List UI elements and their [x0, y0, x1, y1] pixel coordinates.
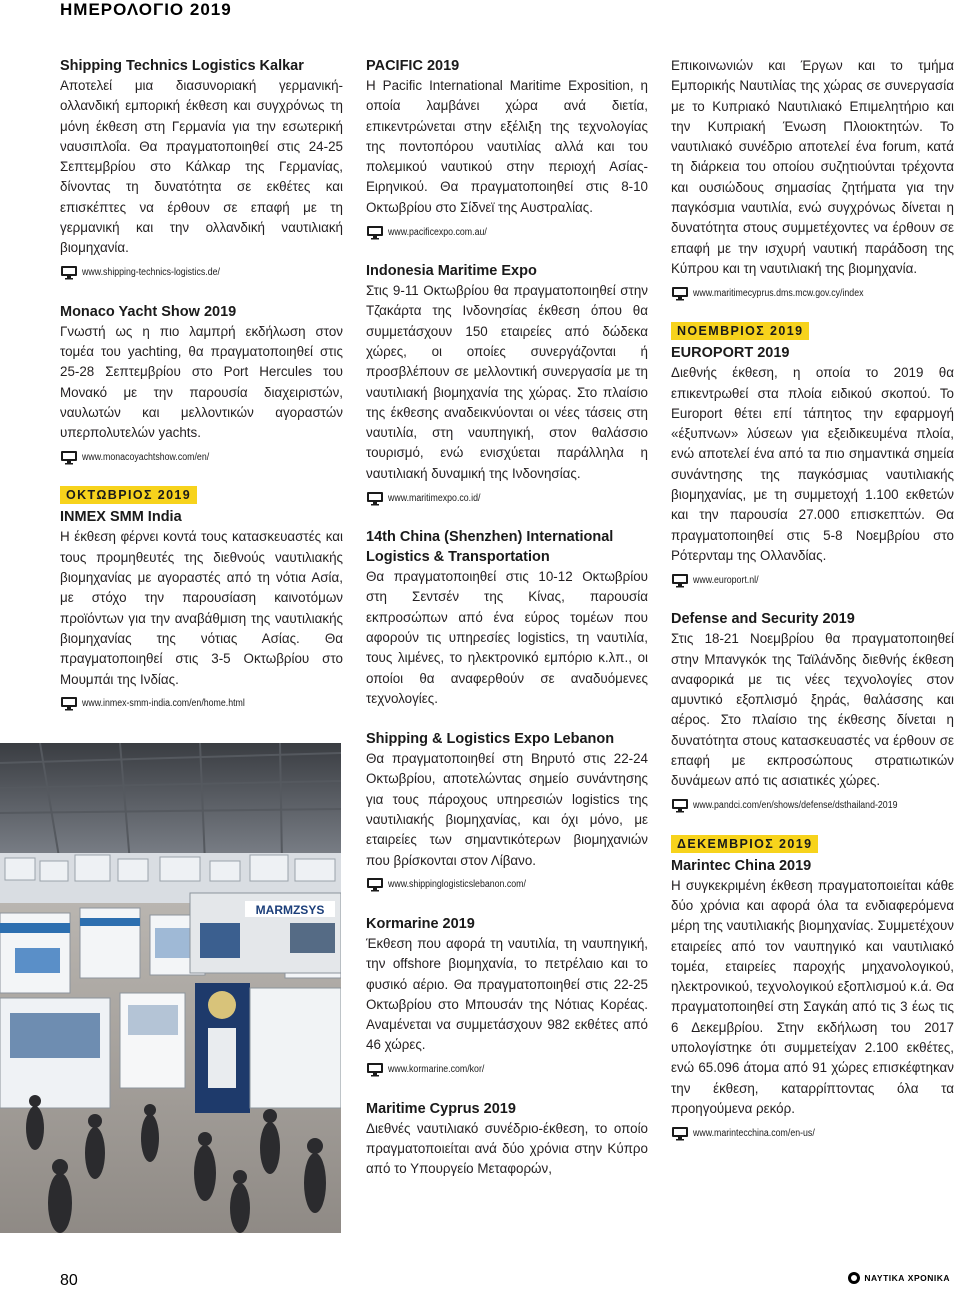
event-description: Αποτελεί μια διασυνοριακή γερμανική-ολλανδική εμπορική έκθεση και συγχρόνως τη μόνη έκθεση στη Γερμανία για την εσωτερική ναυσιπλοΐα. Θα πραγματοποιηθεί στις 24-25 Σεπτεμβρίου στο Κάλκαρ της Γερμανίας, δίνοντας τη δυνατότητα σε εκθέτες και επισκέπτες να έρθουν σε επαφή με τη γερμανική και την ολλανδική ναυτιλιακή βιομηχανία.: [60, 78, 343, 256]
column-3: [671, 56, 954, 1162]
event-description: Στις 9-11 Οκτωβρίου θα πραγματοποιηθεί στην Τζακάρτα της Ινδονησίας έκθεση όπου θα συμμετάσχουν 150 εταιρείες από δώδεκα χώρες, οι οποίες συνεργάζονται ή προσβλέπουν σε μελλοντική συνεργασία με τη ναυτιλιακή βιομηχανία της χώρας. Στο πλαίσιο της έκθεσης αναδεικνύονται οι νέες τάσεις στη ναυτιλία, στη ναυπηγική, στον θαλάσσιο τουρισμό, ενώ ενισχύεται παράλληλα η ναυτιλιακή δυναμική της Ινδονησίας.: [366, 283, 648, 481]
month-badge: ΔΕΚΕΜΒΡΙΟΣ 2019: [671, 835, 818, 853]
event-description: Η συγκεκριμένη έκθεση πραγματοποιείται κάθε δύο χρόνια και αφορά όλα τα ενδιαφερόμενα μέρη της ναυτιλιακής βιομηχανίας. Συμμετέχουν εταιρείες από τον ναυπηγικό και ναυτιλιακό τομέα, εταιρείες παροχής μηχανολογικού, ηλεκτρονικού, τεχνολογικού εξοπλισμού κ.ά. Θα πραγματοποιηθεί στη Σαγκάη από τις 3 έως τις 6 Δεκεμβρίου. Στην εκδήλωση του 2017 υπολογίστηκε ότι συμμετείχαν 2.100 εκθέτες, ενώ 65.096 άτομα από 91 χώρες επισκέφτηκαν την έκθεση, καταρρίπτοντας όλα τα προηγούμενα ρεκόρ.: [671, 877, 954, 1116]
event-title: Shipping & Logistics Expo Lebanon: [366, 731, 615, 748]
website-link[interactable]: [671, 1124, 954, 1142]
event-title: Monaco Yacht Show 2019: [60, 303, 237, 320]
monitor-icon: [366, 877, 384, 892]
website-link[interactable]: [366, 489, 648, 507]
monitor-icon: [366, 491, 384, 506]
event-entry: [671, 609, 954, 814]
monitor-icon: [671, 286, 689, 301]
monitor-icon: [60, 450, 78, 465]
event-entry: [366, 527, 648, 709]
event-entry: [60, 56, 343, 282]
event-title: Shipping Technics Logistics Kalkar: [60, 58, 304, 74]
event-title: Kormarine 2019: [366, 915, 475, 932]
event-entry: [671, 56, 954, 302]
monitor-icon: [60, 265, 78, 280]
website-url[interactable]: www.kormarine.com/kor/: [388, 1064, 485, 1076]
website-url[interactable]: www.shipping-technics-logistics.de/: [82, 267, 220, 279]
website-link[interactable]: [60, 695, 343, 713]
event-entry: [671, 322, 954, 589]
event-title: Marintec China 2019: [671, 857, 812, 874]
event-title: Maritime Cyprus 2019: [366, 1100, 516, 1117]
website-url[interactable]: www.europort.nl/: [693, 574, 759, 586]
event-description: Η Pacific International Maritime Exposition, η οποία λαμβάνει χώρα ανά διετία, επικεντρώνεται στην εξέλιξη της τεχνολογίας της ποντοπόρου ναυτιλίας αλλά και του πολεμικού ναυτικού στην περιοχή Ασίας-Ειρηνικού. Θα πραγματοποιηθεί στις 8-10 Οκτωβρίου στο Σίδνεϊ της Αυστραλίας.: [366, 78, 648, 215]
event-description: Διεθνές ναυτιλιακό συνέδριο-έκθεση, το οποίο πραγματοποιείται ανά δύο χρόνια στην Κύπρο από το Υπουργείο Μεταφορών,: [366, 1120, 648, 1177]
website-url[interactable]: www.pandci.com/en/shows/defense/dsthailand-2019: [693, 800, 898, 812]
website-url[interactable]: www.marintecchina.com/en-us/: [693, 1127, 815, 1139]
website-url[interactable]: www.shippinglogisticslebanon.com/: [388, 879, 526, 891]
event-description: Στις 18-21 Νοεμβρίου θα πραγματοποιηθεί στην Μπανγκόκ της Ταϊλάνδης διεθνής έκθεση αναφορικά με τις νέες τεχνολογίες στον αμυντικό εξοπλισμό ξηράς, θαλάσσης και αέρος. Στο πλαίσιο της έκθεσης δίνεται η δυνατότητα στους κατασκευαστές να έρθουν σε επαφή με εκπροσώπους στρατιωτικών δυνάμεων από τις ασιατικές χώρες.: [671, 631, 954, 789]
website-link[interactable]: [366, 1061, 648, 1079]
event-title: INMEX SMM India: [60, 509, 182, 526]
month-badge: ΝΟΕΜΒΡΙΟΣ 2019: [671, 322, 809, 340]
column-2: [366, 56, 648, 1200]
event-entry: [366, 1099, 648, 1180]
month-badge: ΟΚΤΩΒΡΙΟΣ 2019: [60, 486, 197, 504]
exhibition-hall-photo: [0, 743, 341, 1233]
brand-name: ΝΑΥΤΙΚΑ ΧΡΟΝΙΚΑ: [864, 1273, 950, 1283]
website-link[interactable]: [671, 284, 954, 302]
event-description: Η έκθεση φέρνει κοντά τους κατασκευαστές και τους προμηθευτές της διεθνούς ναυτιλιακής βιομηχανίας με αγοραστές από τη νότια Ασία, με στόχο την παρουσίαση καινοτόμων προϊόντων για την αναβάθμιση της ναυτιλιακής βιομηχανίας της νότιας Ασίας. Θα πραγματοποιηθεί στις 3-5 Οκτωβρίου στο Μουμπάι της Ινδίας.: [60, 529, 343, 687]
monitor-icon: [60, 696, 78, 711]
event-description: Θα πραγματοποιηθεί στη Βηρυτό στις 22-24 Οκτωβρίου, αποτελώντας σημείο συνάντησης για τους πάροχους υπηρεσιών logistics της ναυτιλιακής βιομηχανίας, και όχι μόνο, με εταιρείες των σημαντικότερων βιομηχανιών που βρίσκονται στον Λίβανο.: [366, 751, 648, 868]
event-entry: [366, 914, 648, 1079]
event-entry: [366, 56, 648, 241]
website-link[interactable]: [671, 797, 954, 815]
event-description: Θα πραγματοποιηθεί στις 10-12 Οκτωβρίου στη Σεντσέν της Κίνας, παρουσία εκπροσώπων από ένα εύρος τομέων που αφορούν τις υπηρεσίες logistics, τη ναυτιλία, τους λιμένες, το ηλεκτρονικό εμπόριο κ.λπ., οι οποίοι θα αναφερθούν σε αναδυόμενες τεχνολογίες.: [366, 569, 648, 706]
running-head: ΗΜΕΡΟΛΟΓΙΟ 2019: [60, 0, 232, 19]
event-description: Επικοινωνιών και Έργων και το τμήμα Εμπορικής Ναυτιλίας της χώρας σε συνεργασία με το Κυπριακό Ναυτιλιακό Επιμελητήριο και την Κυπριακή Ένωση Πλοιοκτητών. Το ναυτιλιακό συνέδριο αποτελεί ένα forum, κατά τη διάρκεια του οποίου συζητιούνται τρέχοντα και ουσιώδους σημασίας ζητήματα για την παγκόσμια ναυτιλία, ενώ συγχρόνως δίνεται η δυνατότητα στους συμμετέχοντες να έρθουν σε επαφή με την ισχυρή ναυτική παράδοση της Κύπρου και τη ναυτιλιακή της βιομηχανία.: [671, 58, 954, 276]
event-title: Defense and Security 2019: [671, 611, 855, 628]
website-url[interactable]: www.monacoyachtshow.com/en/: [82, 451, 210, 463]
website-link[interactable]: [671, 571, 954, 589]
event-entry: [366, 261, 648, 507]
event-title: EUROPORT 2019: [671, 345, 790, 362]
page-number: 80: [60, 1272, 78, 1289]
website-link[interactable]: [60, 448, 343, 466]
event-entry: [671, 835, 954, 1143]
event-entry: [60, 302, 343, 467]
website-url[interactable]: www.inmex-smm-india.com/en/home.html: [82, 698, 245, 710]
monitor-icon: [366, 1062, 384, 1077]
website-link[interactable]: [366, 876, 648, 894]
website-url[interactable]: www.pacificexpo.com.au/: [388, 226, 487, 238]
svg-text:MARMZSYS: MARMZSYS: [255, 903, 325, 917]
website-url[interactable]: www.maritimecyprus.dms.mcw.gov.cy/index: [693, 287, 864, 299]
event-entry: [60, 486, 343, 712]
event-entry: [366, 729, 648, 894]
event-description: Γνωστή ως η πιο λαμπρή εκδήλωση στον τομέα του yachting, θα πραγματοποιηθεί στις 25-28 Σεπτεμβρίου στο Port Hercules του Μονακό με την παρουσία διαχειριστών, ναυλωτών και μελλοντικών αγοραστών υπερπολυτελών yachts.: [60, 323, 343, 441]
monitor-icon: [366, 225, 384, 240]
website-link[interactable]: [60, 264, 343, 282]
event-title: PACIFIC 2019: [366, 58, 460, 74]
event-description: Έκθεση που αφορά τη ναυτιλία, τη ναυπηγική, την offshore βιομηχανία, το πετρέλαιο και το φυσικό αέριο. Θα πραγματοποιηθεί στις 22-25 Οκτωβρίου στο Μπουσάν της Νότιας Κορέας. Αναμένεται να συμμετάσχουν 982 εκθέτες από 46 χώρες.: [366, 935, 648, 1053]
brand-logo-icon: [848, 1272, 860, 1284]
column-1: [60, 56, 343, 733]
event-title: 14th China (Shenzhen) International Logistics & Transportation: [366, 529, 614, 566]
publication-brand: [848, 1272, 950, 1284]
monitor-icon: [671, 573, 689, 588]
monitor-icon: [671, 1126, 689, 1141]
website-url[interactable]: www.maritimexpo.co.id/: [388, 492, 481, 504]
event-title: Indonesia Maritime Expo: [366, 263, 537, 280]
website-link[interactable]: [366, 223, 648, 241]
monitor-icon: [671, 798, 689, 813]
event-description: Διεθνής έκθεση, η οποία το 2019 θα επικεντρωθεί στα πλοία ειδικού σκοπού. Το Europort θέτει επί τάπητος την εφαρμογή «έξυπνων» λύσεων για εξειδικευμένα πλοία, ενώ αποτελεί ένα από τα πιο σημαντικά σημεία συνάντησης της παγκόσμιας ναυτιλιακής βιομηχανίας, με τη συμμετοχή 1.100 εκθετών και την παρουσία 27.000 επισκεπτών. Θα πραγματοποιηθεί στις 5-8 Νοεμβρίου στο Ρότερνταμ της Ολλανδίας.: [671, 365, 954, 563]
